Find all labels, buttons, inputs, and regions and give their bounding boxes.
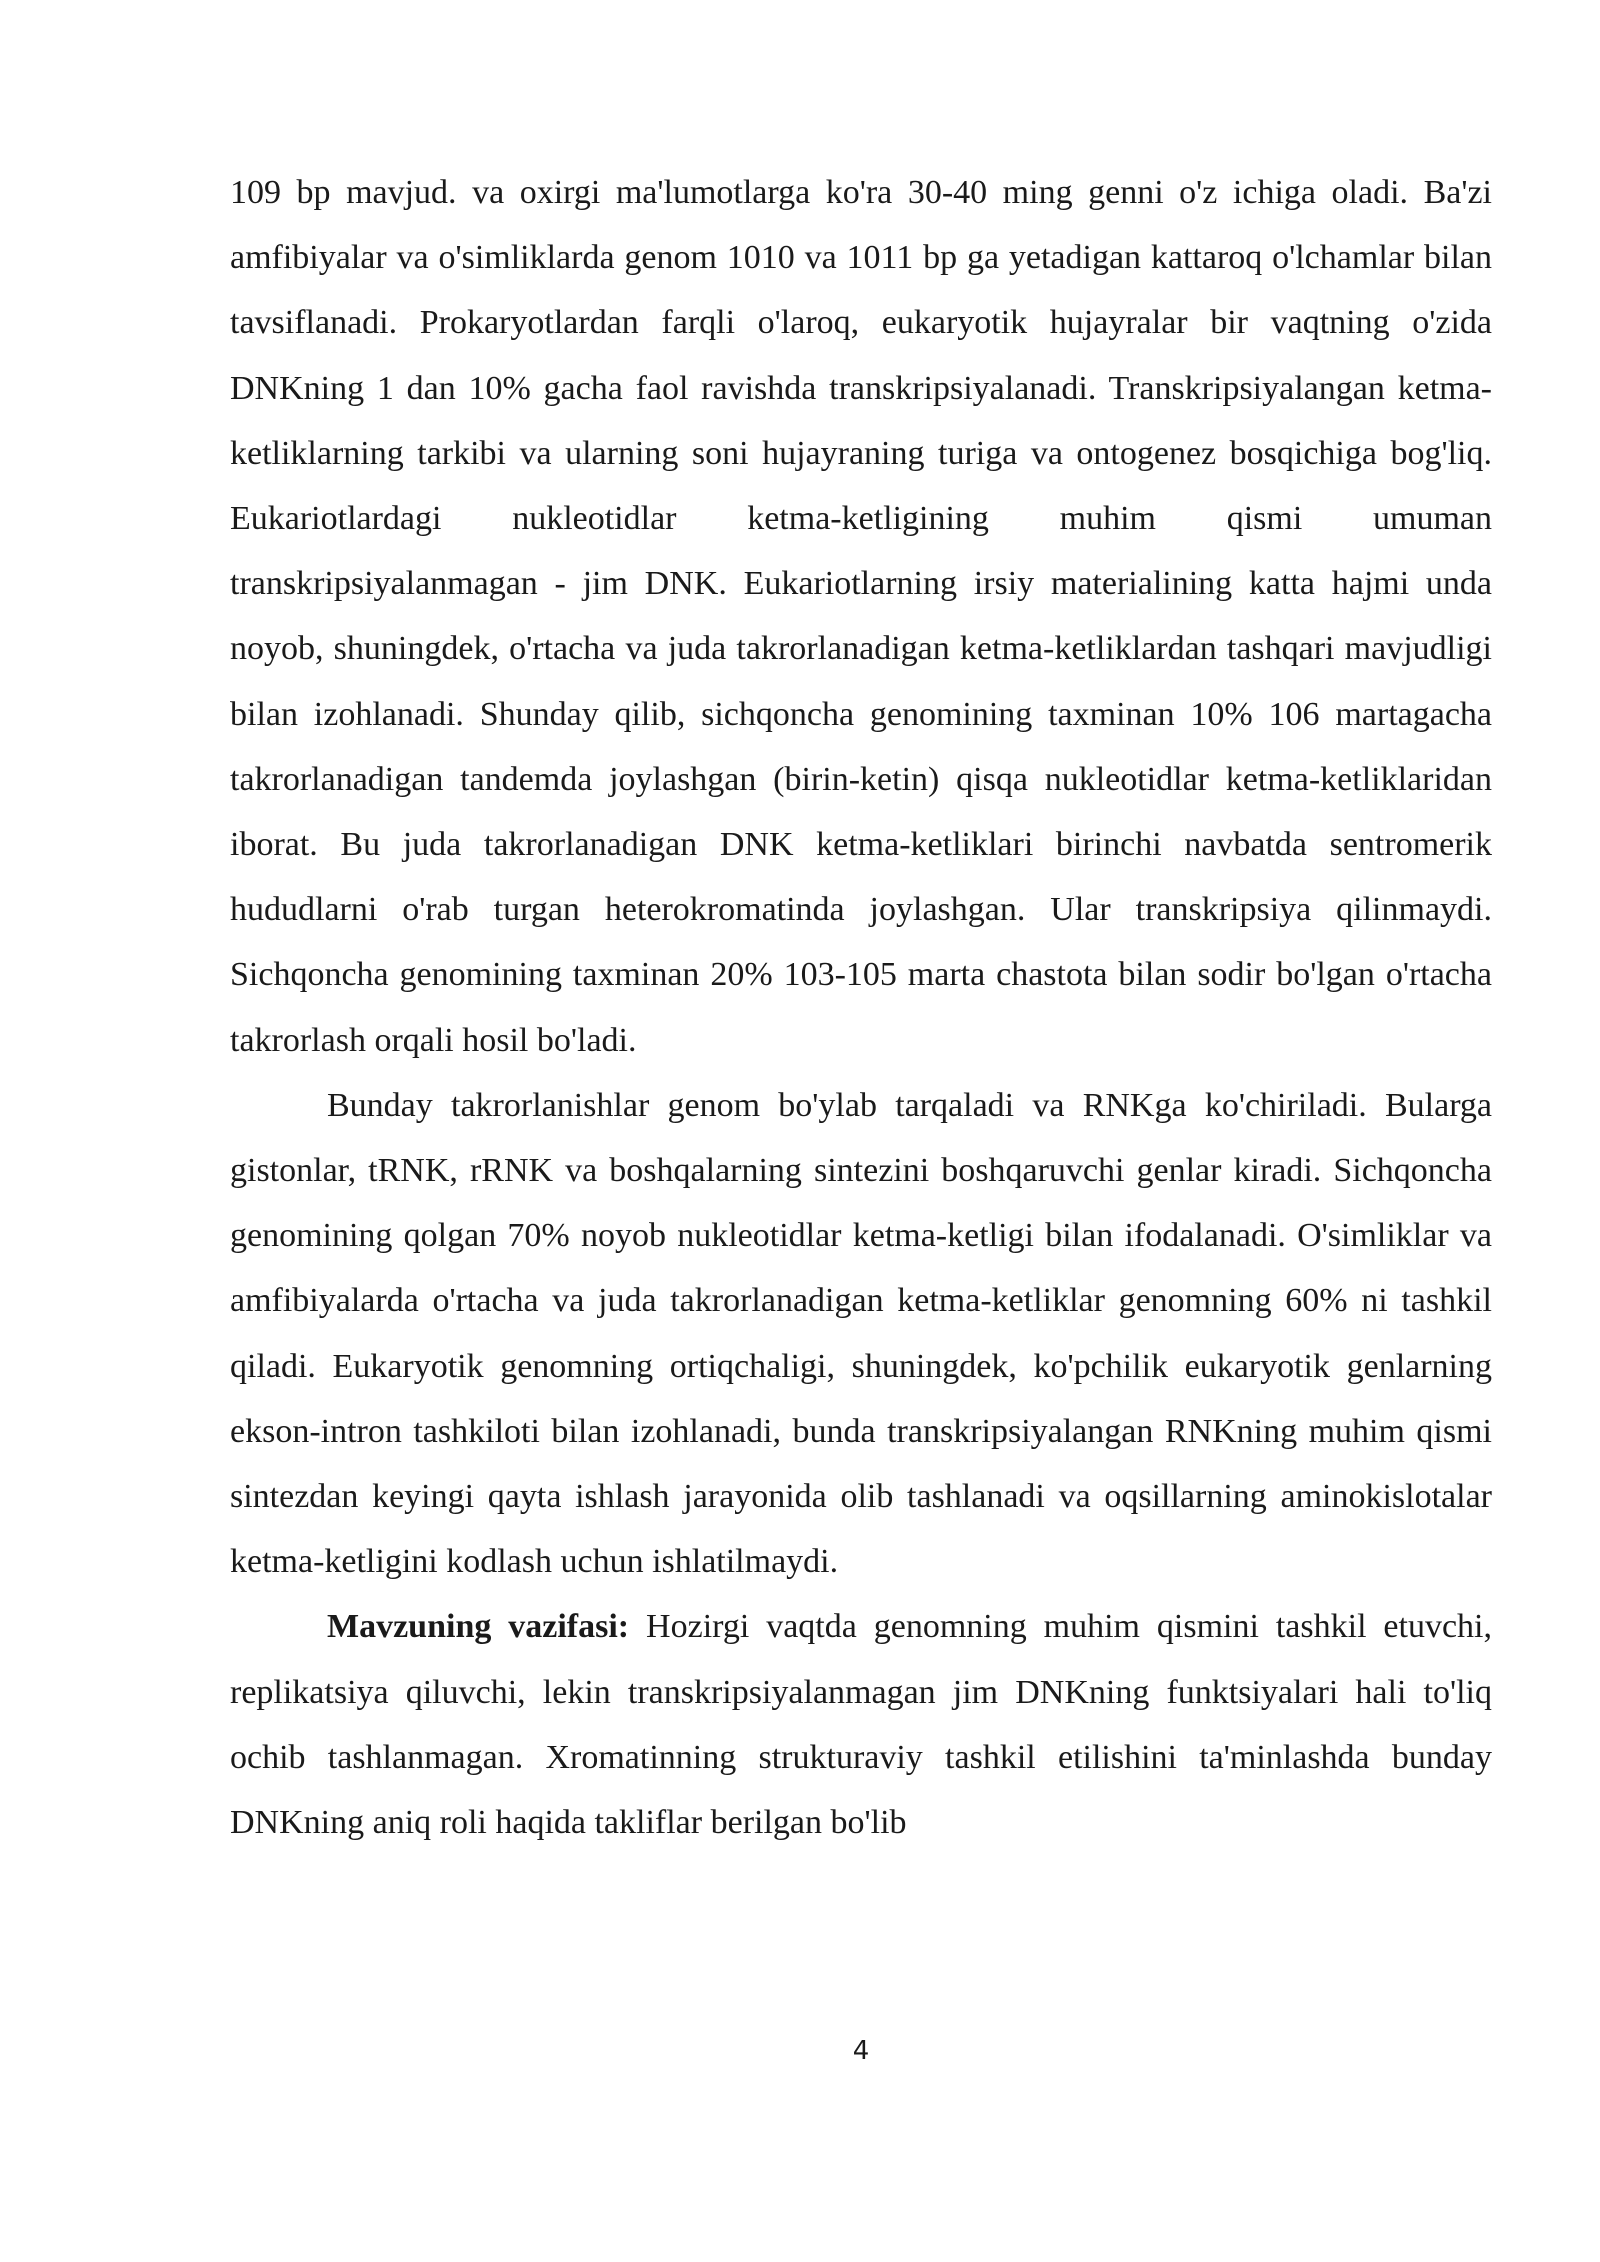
paragraph-genome-size <box>230 160 1492 1073</box>
paragraph-task <box>230 1594 1492 1855</box>
paragraph-text: Hozirgi vaqtda genomning muhim qismini tashkil etuvchi, replikatsiya qiluvchi, lekin transkripsiyalanmagan jim DNKning funktsiyalari hali to'liq ochib tashlanmagan. Xromatinning strukturaviy tashkil etilishini ta'minlashda bunday DNKning aniq roli haqida takliflar berilgan bo'lib <box>230 1608 1492 1842</box>
page-number: 4 <box>852 2036 870 2066</box>
paragraph-repeats <box>230 1073 1492 1595</box>
paragraph-text: Bunday takrorlanishlar genom bo'ylab tarqaladi va RNKga ko'chiriladi. Bularga gistonlar, tRNK, rRNK va boshqalarning sintezini boshqaruvchi genlar kiradi. Sichqoncha genomining qolgan 70% noyob nukleotidlar ketma-ketligi bilan ifodalanadi. O'simliklar va amfibiyalarda o'rtacha va juda takrorlanadigan ketma-ketliklar genomning 60% ni tashkil qiladi. Eukaryotik genomning ortiqchaligi, shuningdek, ko'pchilik eukaryotik genlarning ekson-intron tashkiloti bilan izohlanadi, bunda transkripsiyalangan RNKning muhim qismi sintezdan keyingi qayta ishlash jarayonida olib tashlanadi va oqsillarning aminokislotalar ketma-ketligini kodlash uchun ishlatilmaydi. <box>230 1086 1492 1581</box>
body-text <box>230 160 1492 1855</box>
paragraph-text: 109 bp mavjud. va oxirgi ma'lumotlarga ko'ra 30-40 ming genni o'z ichiga oladi. Ba'zi amfibiyalar va o'simliklarda genom 1010 va 1011 bp ga yetadigan kattaroq o'lchamlar bilan tavsiflanadi. Prokaryotlardan farqli o'laroq, eukaryotik hujayralar bir vaqtning o'zida DNKning 1 dan 10% gacha faol ravishda transkripsiyalanadi. Transkripsiyalangan ketma-ketliklarning tarkibi va ularning soni hujayraning turiga va ontogenez bosqichiga bog'liq. Eukariotlardagi nukleotidlar ketma-ketligining muhim qismi umuman transkripsiyalanmagan - jim DNK. Eukariotlarning irsiy materialining katta hajmi unda noyob, shuningdek, o'rtacha va juda takrorlanadigan ketma-ketliklardan tashqari mavjudligi bilan izohlanadi. Shunday qilib, sichqoncha genomining taxminan 10% 106 martagacha takrorlanadigan tandemda joylashgan (birin-ketin) qisqa nukleotidlar ketma-ketliklaridan iborat. Bu juda takrorlanadigan DNK ketma-ketliklari birinchi navbatda sentromerik hududlarni o'rab turgan heterokromatinda joylashgan. Ular transkripsiya qilinmaydi. Sichqoncha genomining taxminan 20% 103-105 marta chastota bilan sodir bo'lgan o'rtacha takrorlash orqali hosil bo'ladi. <box>230 174 1492 1059</box>
section-heading-inline: Mavzuning vazifasi: <box>327 1608 630 1646</box>
